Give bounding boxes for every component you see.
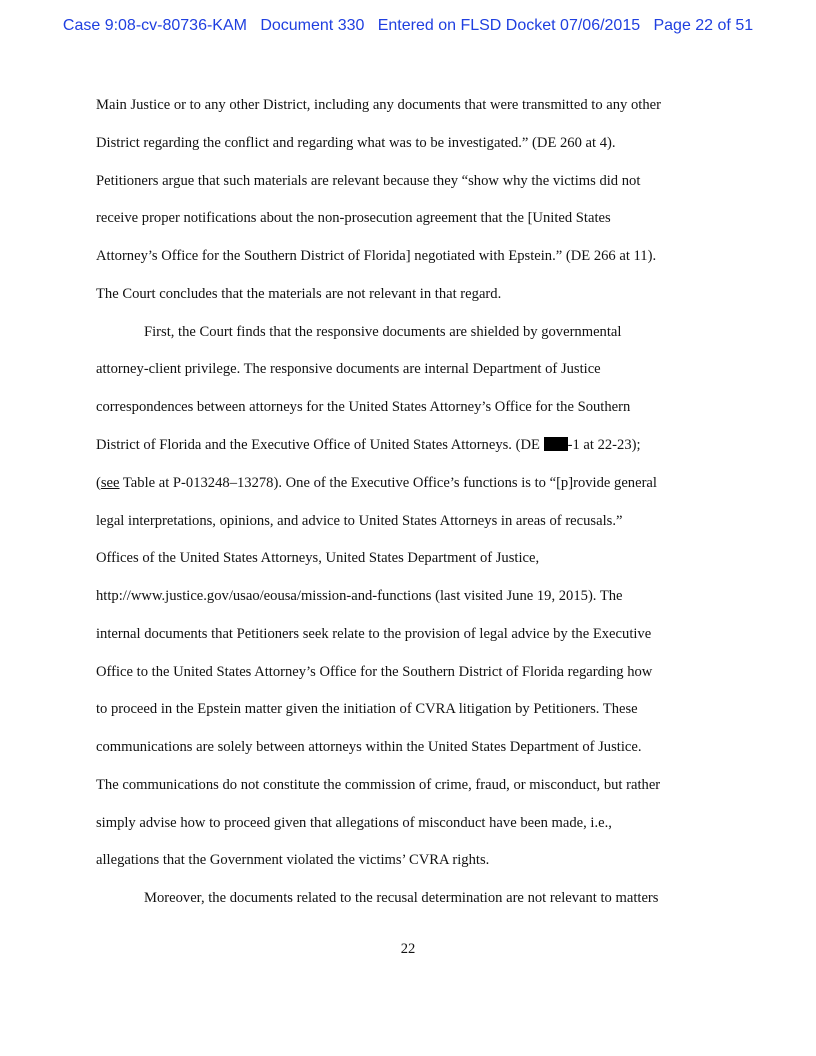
body-line-15: internal documents that Petitioners seek relate to the provision of legal advice by the Executive [96, 626, 652, 642]
body-line-20: simply advise how to proceed given that allegations of misconduct have been made, i.e., [96, 815, 612, 831]
line-11-paren: ( [96, 475, 101, 491]
case-number: Case 9:08-cv-80736-KAM [62, 17, 247, 34]
body-line-13: Offices of the United States Attorneys, United States Department of Justice, [96, 550, 540, 566]
body-line-9: correspondences between attorneys for the United States Attorney’s Office for the Southern [96, 399, 631, 415]
see-signal: see [100, 475, 120, 491]
body-line-18: communications are solely between attorneys within the United States Department of Justice. [96, 739, 642, 755]
body-line-22: Moreover, the documents related to the recusal determination are not relevant to matters [144, 890, 659, 906]
body-line-1: Main Justice or to any other District, including any documents that were transmitted to any other [96, 97, 661, 113]
body-line-21: allegations that the Government violated the victims’ CVRA rights. [96, 852, 490, 868]
body-line-5: Attorney’s Office for the Southern District of Florida] negotiated with Epstein.” (DE 266 at 11). [96, 248, 657, 264]
body-line-16: Office to the United States Attorney’s Office for the Southern District of Florida regarding how [96, 664, 653, 680]
body-line-4: receive proper notifications about the non-prosecution agreement that the [United States [96, 210, 611, 226]
redaction-box [544, 437, 568, 451]
body-line-8: attorney-client privilege. The responsive documents are internal Department of Justice [96, 361, 601, 377]
docket-entry: Entered on FLSD Docket 07/06/2015 [377, 17, 641, 34]
body-line-19: The communications do not constitute the commission of crime, fraud, or misconduct, but rather [96, 777, 661, 793]
line-10-text-a: District of Florida and the Executive Office of United States Attorneys. (DE [96, 437, 544, 453]
body-line-14: http://www.justice.gov/usao/eousa/mission-and-functions (last visited June 19, 2015). The [96, 588, 623, 604]
line-11-text: Table at P-013248–13278). One of the Executive Office’s functions is to “[p]rovide general [119, 475, 657, 491]
page-number: 22 [400, 941, 416, 957]
body-line-3: Petitioners argue that such materials are relevant because they “show why the victims did not [96, 173, 641, 189]
body-line-12: legal interpretations, opinions, and advice to United States Attorneys in areas of recusals.” [96, 513, 623, 529]
line-10-text-b: -1 at 22-23); [567, 437, 641, 453]
body-line-7: First, the Court finds that the responsive documents are shielded by governmental [144, 324, 622, 340]
body-line-10 [96, 436, 641, 454]
docket-header [0, 17, 816, 35]
body-line-2: District regarding the conflict and regarding what was to be investigated.” (DE 260 at 4). [96, 135, 616, 151]
document-number: Document 330 [260, 17, 365, 34]
body-line-17: to proceed in the Epstein matter given the initiation of CVRA litigation by Petitioners. These [96, 701, 638, 717]
body-line-11 [96, 474, 657, 492]
page-count: Page 22 of 51 [653, 17, 754, 34]
body-line-6: The Court concludes that the materials are not relevant in that regard. [96, 286, 502, 302]
